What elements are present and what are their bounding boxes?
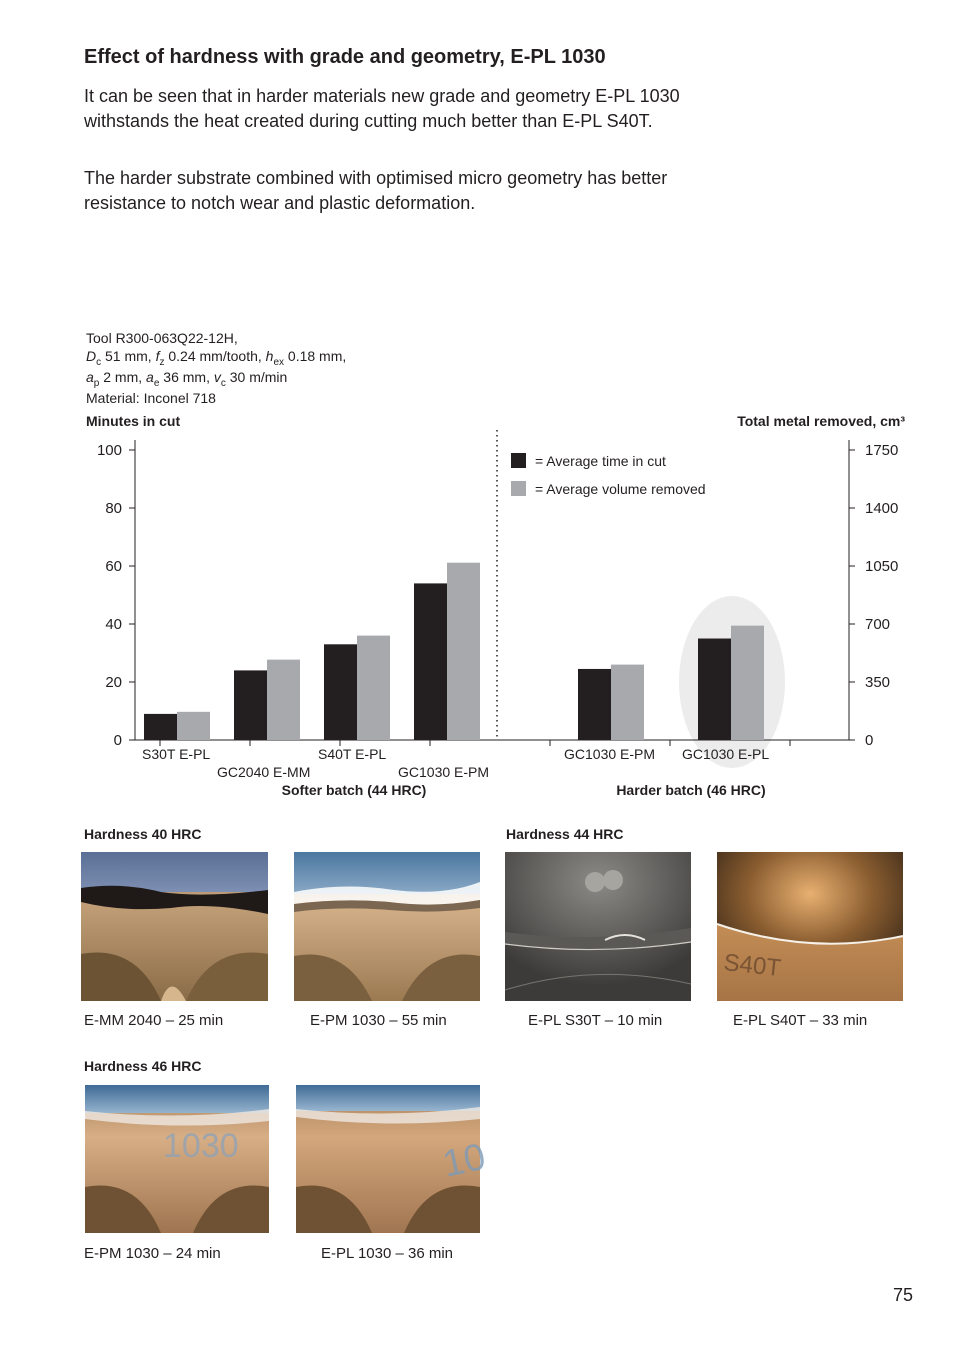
ap-value: 2 mm, (99, 369, 147, 385)
insert-marking-1030: 1030 (163, 1127, 239, 1165)
ae-subscript: e (153, 378, 160, 389)
tick-label-gc2040-e-mm: GC2040 E-MM (217, 764, 311, 780)
fz-subscript: z (159, 357, 165, 368)
group-label-softer: Softer batch (44 HRC) (281, 782, 427, 798)
photo-epl-s30t (505, 852, 691, 1001)
bar-volume-s30t-e-pl-g0 (177, 712, 210, 740)
insert-marking-s40t: S40T (722, 949, 783, 982)
bar-volume-gc1030-e-pm-g0 (447, 563, 480, 740)
intro-paragraph-2: The harder substrate combined with optimised micro geometry has better resistance to notch wear and plastic deformation. (84, 168, 668, 213)
hardness-44-label: Hardness 44 HRC (506, 826, 624, 842)
left-tick-label-60: 60 (105, 558, 122, 575)
bar-time-gc2040-e-mm-g0 (234, 670, 267, 740)
photo-epl-s40t (717, 852, 903, 1001)
dc-subscript: c (96, 357, 102, 368)
caption-epl-s30t: E-PL S30T – 10 min (528, 1012, 663, 1029)
left-tick-label-40: 40 (105, 616, 122, 633)
legend-swatch-volume (511, 481, 526, 496)
hardness-40-label: Hardness 40 HRC (84, 826, 202, 842)
fz-symbol: f (155, 348, 160, 364)
left-ticks (97, 442, 135, 749)
bar-volume-gc1030-e-pl-g1 (731, 626, 764, 740)
caption-emm-2040: E-MM 2040 – 25 min (84, 1012, 224, 1029)
caption-epl-1030-36: E-PL 1030 – 36 min (321, 1245, 454, 1262)
left-tick-label-0: 0 (113, 732, 122, 749)
tick-label-s30t-e-pl: S30T E-PL (142, 746, 211, 762)
group-label-harder: Harder batch (46 HRC) (616, 782, 766, 798)
intro-paragraph-1: It can be seen that in harder materials new grade and geometry E-PL 1030 withstands the heat created during cutting much better than E-PL S40T. (84, 86, 680, 131)
bar-time-gc1030-e-pl-g1 (698, 639, 731, 741)
y-axis-label-left: Minutes in cut (86, 413, 181, 429)
dc-value: 51 mm, (101, 348, 156, 364)
legend-label-volume: = Average volume removed (535, 481, 706, 497)
tick-label-gc1030-e-pm-hard: GC1030 E-PM (564, 746, 656, 762)
left-tick-label-20: 20 (105, 674, 122, 691)
page-number: 75 (892, 1285, 913, 1305)
dc-symbol: D (86, 348, 97, 364)
caption-epm-1030-24: E-PM 1030 – 24 min (84, 1245, 221, 1262)
tick-label-s40t-e-pl: S40T E-PL (318, 746, 387, 762)
bar-time-s40t-e-pl-g0 (324, 644, 357, 740)
left-tick-label-100: 100 (96, 442, 122, 459)
bar-time-gc1030-e-pm-g1 (578, 669, 611, 740)
legend-swatch-time (511, 453, 526, 468)
ae-symbol: a (146, 369, 154, 385)
left-tick-label-80: 80 (105, 500, 122, 517)
tick-label-gc1030-e-pm-soft: GC1030 E-PM (398, 764, 490, 780)
y-axis-label-right: Total metal removed, cm³ (737, 413, 905, 429)
vc-subscript: c (220, 378, 226, 389)
hex-subscript: ex (273, 357, 285, 368)
bar-volume-s40t-e-pl-g0 (357, 636, 390, 740)
photo-epl-1030-36 (296, 1085, 490, 1233)
right-tick-label-1750: 1750 (865, 442, 899, 459)
ap-subscript: p (93, 378, 100, 389)
vc-value: 30 m/min (225, 369, 288, 385)
legend-label-time: = Average time in cut (535, 453, 666, 469)
hex-symbol: h (265, 348, 274, 364)
right-tick-label-1050: 1050 (865, 558, 899, 575)
tick-label-gc1030-e-pl: GC1030 E-PL (682, 746, 770, 762)
bar-time-s30t-e-pl-g0 (144, 714, 177, 740)
vc-symbol: v (213, 369, 221, 385)
photo-epm-1030-55 (294, 852, 480, 1001)
right-tick-label-700: 700 (865, 616, 891, 633)
fz-value: 0.24 mm/tooth, (164, 348, 266, 364)
bar-volume-gc2040-e-mm-g0 (267, 660, 300, 740)
bar-time-gc1030-e-pm-g0 (414, 583, 447, 740)
right-tick-label-0: 0 (865, 732, 874, 749)
right-ticks (849, 442, 898, 749)
hardness-46-label: Hardness 46 HRC (84, 1058, 202, 1074)
caption-epl-s40t: E-PL S40T – 33 min (733, 1012, 868, 1029)
caption-epm-1030-55: E-PM 1030 – 55 min (310, 1012, 447, 1029)
hex-value: 0.18 mm, (284, 348, 347, 364)
tool-line-1: Tool R300-063Q22-12H, (86, 330, 238, 346)
bar-volume-gc1030-e-pm-g1 (611, 665, 644, 740)
right-tick-label-350: 350 (865, 674, 891, 691)
page-title: Effect of hardness with grade and geometry, E-PL 1030 (84, 46, 606, 68)
insert-marking-10: 10 (439, 1135, 490, 1186)
photo-epm-1030-24 (85, 1085, 269, 1233)
right-tick-label-1400: 1400 (865, 500, 899, 517)
tool-material: Material: Inconel 718 (86, 390, 216, 406)
ap-symbol: a (86, 369, 94, 385)
ae-value: 36 mm, (159, 369, 214, 385)
bars (144, 563, 764, 740)
photo-emm-2040 (81, 852, 268, 1001)
